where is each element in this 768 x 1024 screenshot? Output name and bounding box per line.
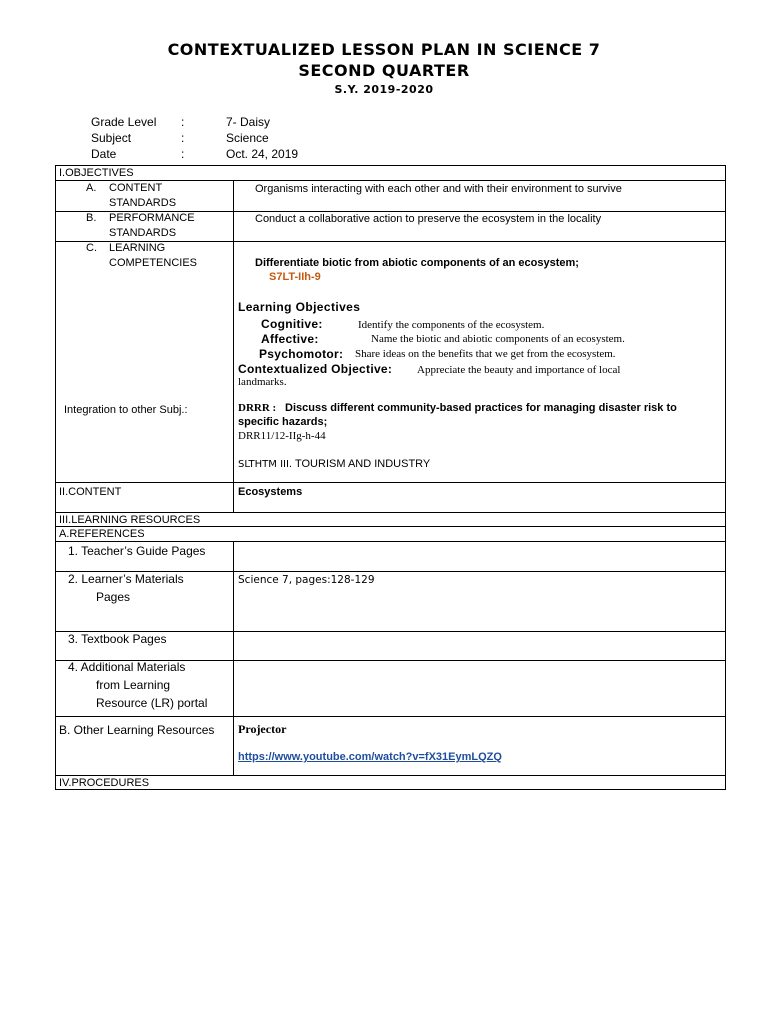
references-heading: A.REFERENCES	[59, 528, 145, 540]
content-standards-letter: A.	[86, 182, 97, 194]
drrr-label: DRRR :	[238, 402, 277, 414]
psychomotor-text: Share ideas on the benefits that we get from the ecosystem.	[355, 348, 616, 360]
drrr-text: Discuss different community-based practices for managing disaster risk to	[285, 402, 677, 414]
competencies-letter: C.	[86, 242, 97, 254]
psychomotor-label: Psychomotor:	[259, 347, 344, 361]
procedures-heading: IV.PROCEDURES	[59, 777, 150, 789]
competencies-label: LEARNING	[109, 242, 166, 254]
teachers-guide-label: 1. Teacher’s Guide Pages	[68, 544, 206, 558]
performance-standards-label: PERFORMANCE	[109, 212, 195, 224]
learners-materials-label: 2. Learner’s Materials	[68, 572, 184, 586]
additional-materials-label: Resource (LR) portal	[96, 696, 208, 710]
objectives-heading: I.OBJECTIVES	[59, 167, 134, 179]
lesson-info	[91, 114, 491, 162]
title-line-2: SECOND QUARTER	[298, 61, 470, 80]
content-standards-label: STANDARDS	[109, 197, 177, 209]
contextualized-label: Contextualized Objective:	[238, 362, 393, 376]
table-rule	[56, 541, 725, 542]
cognitive-text: Identify the components of the ecosystem.	[358, 319, 545, 331]
info-colon: :	[181, 131, 185, 145]
title-line-1: CONTEXTUALIZED LESSON PLAN IN SCIENCE 7	[167, 40, 601, 59]
drrr-text: specific hazards;	[238, 416, 328, 428]
performance-standards-text: Conduct a collaborative action to preserve the ecosystem in the locality	[255, 213, 602, 225]
cognitive-label: Cognitive:	[261, 317, 323, 331]
content-standards-text: Organisms interacting with each other and with their environment to survive	[255, 183, 622, 195]
info-row-subject	[91, 130, 491, 146]
lesson-plan-table	[55, 165, 726, 790]
table-rule	[56, 482, 725, 483]
info-label: Grade Level	[91, 115, 157, 129]
learning-resources-heading: III.LEARNING RESOURCES	[59, 514, 201, 526]
affective-label: Affective:	[261, 332, 319, 346]
info-label: Date	[91, 147, 117, 161]
info-row-grade-level	[91, 114, 491, 130]
column-divider	[233, 541, 234, 775]
column-divider	[233, 180, 234, 512]
competencies-label: COMPETENCIES	[109, 257, 198, 269]
slthtm-prefix: SLTHTM III.	[238, 459, 293, 470]
learners-materials-value: Science 7, pages:128-129	[238, 574, 375, 586]
slthtm-line	[238, 457, 430, 472]
learners-materials-label: Pages	[96, 590, 131, 604]
content-value: Ecosystems	[238, 486, 303, 498]
contextualized-text: landmarks.	[238, 376, 287, 388]
additional-materials-label: 4. Additional Materials	[68, 660, 186, 674]
performance-standards-label: STANDARDS	[109, 227, 177, 239]
content-standards-label: CONTENT	[109, 182, 163, 194]
info-row-date	[91, 146, 491, 162]
table-rule	[56, 716, 725, 717]
drrr-code: DRR11/12-IIg-h-44	[238, 430, 326, 442]
info-value: 7- Daisy	[226, 115, 271, 129]
integration-label: Integration to other Subj.:	[64, 404, 188, 416]
competency-text: Differentiate biotic from abiotic components of an ecosystem;	[255, 257, 579, 269]
contextualized-text: Appreciate the beauty and importance of local	[417, 364, 621, 376]
school-year: S.Y. 2019-2020	[334, 83, 434, 96]
performance-standards-letter: B.	[86, 212, 97, 224]
additional-materials-label: from Learning	[96, 678, 171, 692]
info-colon: :	[181, 115, 185, 129]
other-resources-value: Projector	[238, 722, 287, 736]
youtube-link[interactable]: https://www.youtube.com/watch?v=fX31EymLQZQ	[238, 751, 502, 763]
content-label: II.CONTENT	[59, 486, 122, 498]
other-resources-label: B. Other Learning Resources	[59, 723, 215, 737]
info-label: Subject	[91, 131, 132, 145]
slthtm-text: TOURISM AND INDUSTRY	[294, 458, 431, 470]
table-rule	[56, 775, 725, 776]
info-value: Oct. 24, 2019	[226, 147, 299, 161]
info-colon: :	[181, 147, 185, 161]
affective-text: Name the biotic and abiotic components of an ecosystem.	[371, 333, 625, 345]
competency-code: S7LT-IIh-9	[269, 271, 321, 283]
learning-objectives-heading: Learning Objectives	[238, 300, 361, 314]
textbook-label: 3. Textbook Pages	[68, 632, 167, 646]
info-value: Science	[226, 131, 269, 145]
